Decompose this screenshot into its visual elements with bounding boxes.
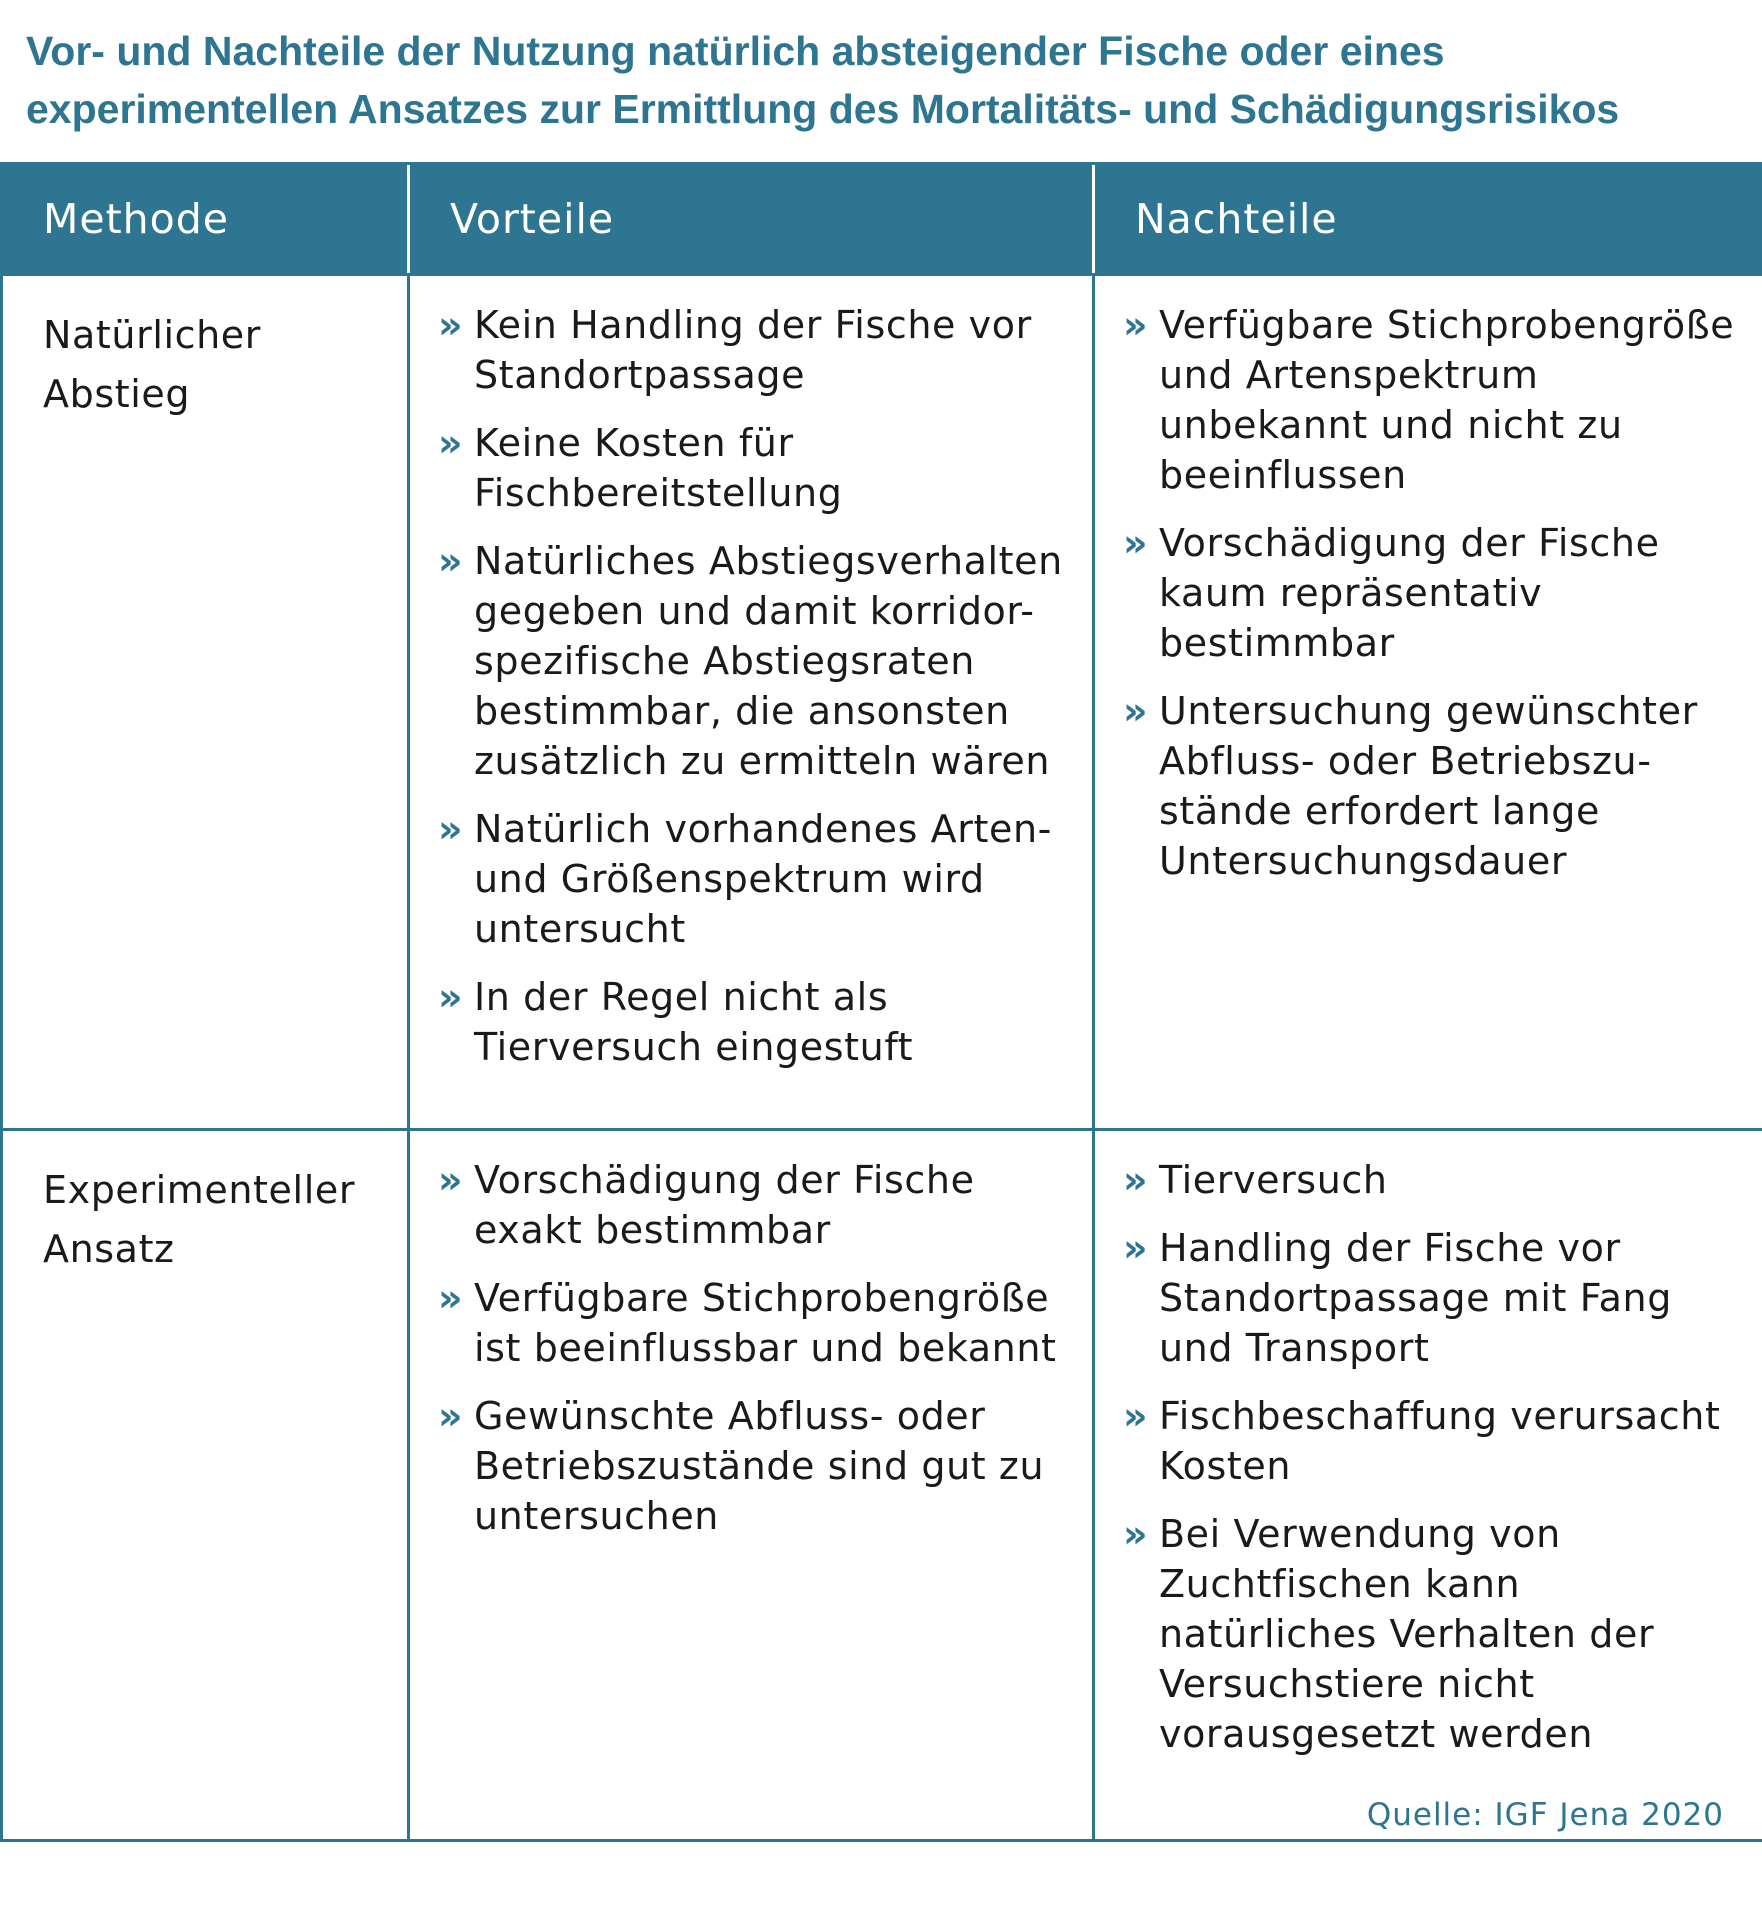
bullet-icon: » <box>1123 1512 1149 1556</box>
header-row <box>2 164 1762 275</box>
bullet-icon: » <box>1123 303 1149 347</box>
list-item <box>1123 300 1748 500</box>
bullet-icon: » <box>438 975 464 1019</box>
list-item <box>438 804 1078 954</box>
header-pros: Vorteile <box>409 164 1094 275</box>
list-item-text: Bei Verwendung von Zuchtfischen kann natürliches Verhalten der Versuchstiere nicht vorausgesetzt werden <box>1159 1512 1655 1756</box>
list-item <box>1123 1223 1748 1373</box>
header-method: Methode <box>2 164 409 275</box>
pros-list <box>438 300 1078 1072</box>
bullet-icon: » <box>1123 1226 1149 1270</box>
bullet-icon: » <box>1123 521 1149 565</box>
list-item-text: Tierversuch <box>1159 1158 1388 1202</box>
list-item-text: In der Regel nicht als Tierversuch eingestuft <box>474 975 914 1069</box>
list-item <box>1123 1391 1748 1491</box>
list-item-text: Natürlich vorhandenes Arten- und Größenspektrum wird untersucht <box>474 807 1052 951</box>
page-title: Vor- und Nachteile der Nutzung natürlich absteigender Fische oder eines experimentellen Ansatzes zur Ermittlung des Mortalitäts- und Schädigungsrisikos <box>26 28 1620 132</box>
bullet-icon: » <box>438 1158 464 1202</box>
cons-cell <box>1094 275 1762 1130</box>
bullet-icon: » <box>1123 1158 1149 1202</box>
list-item-text: Natürliches Abstiegsverhalten gegeben und damit korridor-spezifische Abstiegsraten bestimmbar, die ansonsten zusätzlich zu ermitteln wären <box>474 539 1063 783</box>
list-item <box>438 418 1078 518</box>
cons-list <box>1123 300 1748 886</box>
list-item <box>438 536 1078 786</box>
list-item <box>1123 1509 1748 1759</box>
table-row <box>2 275 1762 1130</box>
list-item <box>1123 518 1748 668</box>
header-cons: Nachteile <box>1094 164 1762 275</box>
bullet-icon: » <box>438 1276 464 1320</box>
list-item-text: Handling der Fische vor Standortpassage mit Fang und Transport <box>1159 1226 1672 1370</box>
list-item <box>1123 686 1748 886</box>
bullet-icon: » <box>438 1394 464 1438</box>
list-item-text: Kein Handling der Fische vor Standortpassage <box>474 303 1032 397</box>
pros-cell <box>409 275 1094 1130</box>
list-item-text: Verfügbare Stichprobengröße ist beeinflussbar und bekannt <box>474 1276 1057 1370</box>
comparison-table <box>0 162 1762 1842</box>
list-item <box>438 1273 1078 1373</box>
method-cell: Experimenteller Ansatz <box>2 1130 409 1841</box>
list-item-text: Vorschädigung der Fische exakt bestimmbar <box>474 1158 975 1252</box>
list-item <box>1123 1155 1748 1205</box>
bullet-icon: » <box>438 539 464 583</box>
bullet-icon: » <box>1123 689 1149 733</box>
list-item-text: Verfügbare Stichprobengröße und Artenspektrum unbekannt und nicht zu beeinflussen <box>1159 303 1735 497</box>
source-note: Quelle: IGF Jena 2020 <box>1366 1797 1724 1833</box>
list-item <box>438 972 1078 1072</box>
list-item-text: Fischbeschaffung verursacht Kosten <box>1159 1394 1721 1488</box>
list-item-text: Vorschädigung der Fische kaum repräsentativ bestimmbar <box>1159 521 1660 665</box>
method-cell: Natürlicher Abstieg <box>2 275 409 1130</box>
list-item <box>438 1155 1078 1255</box>
pros-list <box>438 1155 1078 1541</box>
bullet-icon: » <box>1123 1394 1149 1438</box>
cons-cell <box>1094 1130 1762 1841</box>
cons-list <box>1123 1155 1748 1759</box>
list-item-text: Gewünschte Abfluss- oder Betriebszustände sind gut zu untersuchen <box>474 1394 1045 1538</box>
list-item-text: Untersuchung gewünschter Abfluss- oder Betriebszu-stände erfordert lange Untersuchungsdauer <box>1159 689 1698 883</box>
list-item <box>438 1391 1078 1541</box>
list-item-text: Keine Kosten für Fischbereitstellung <box>474 421 843 515</box>
pros-cell <box>409 1130 1094 1841</box>
table-header <box>2 164 1762 275</box>
bullet-icon: » <box>438 421 464 465</box>
list-item <box>438 300 1078 400</box>
bullet-icon: » <box>438 303 464 347</box>
bullet-icon: » <box>438 807 464 851</box>
table-row <box>2 1130 1762 1841</box>
